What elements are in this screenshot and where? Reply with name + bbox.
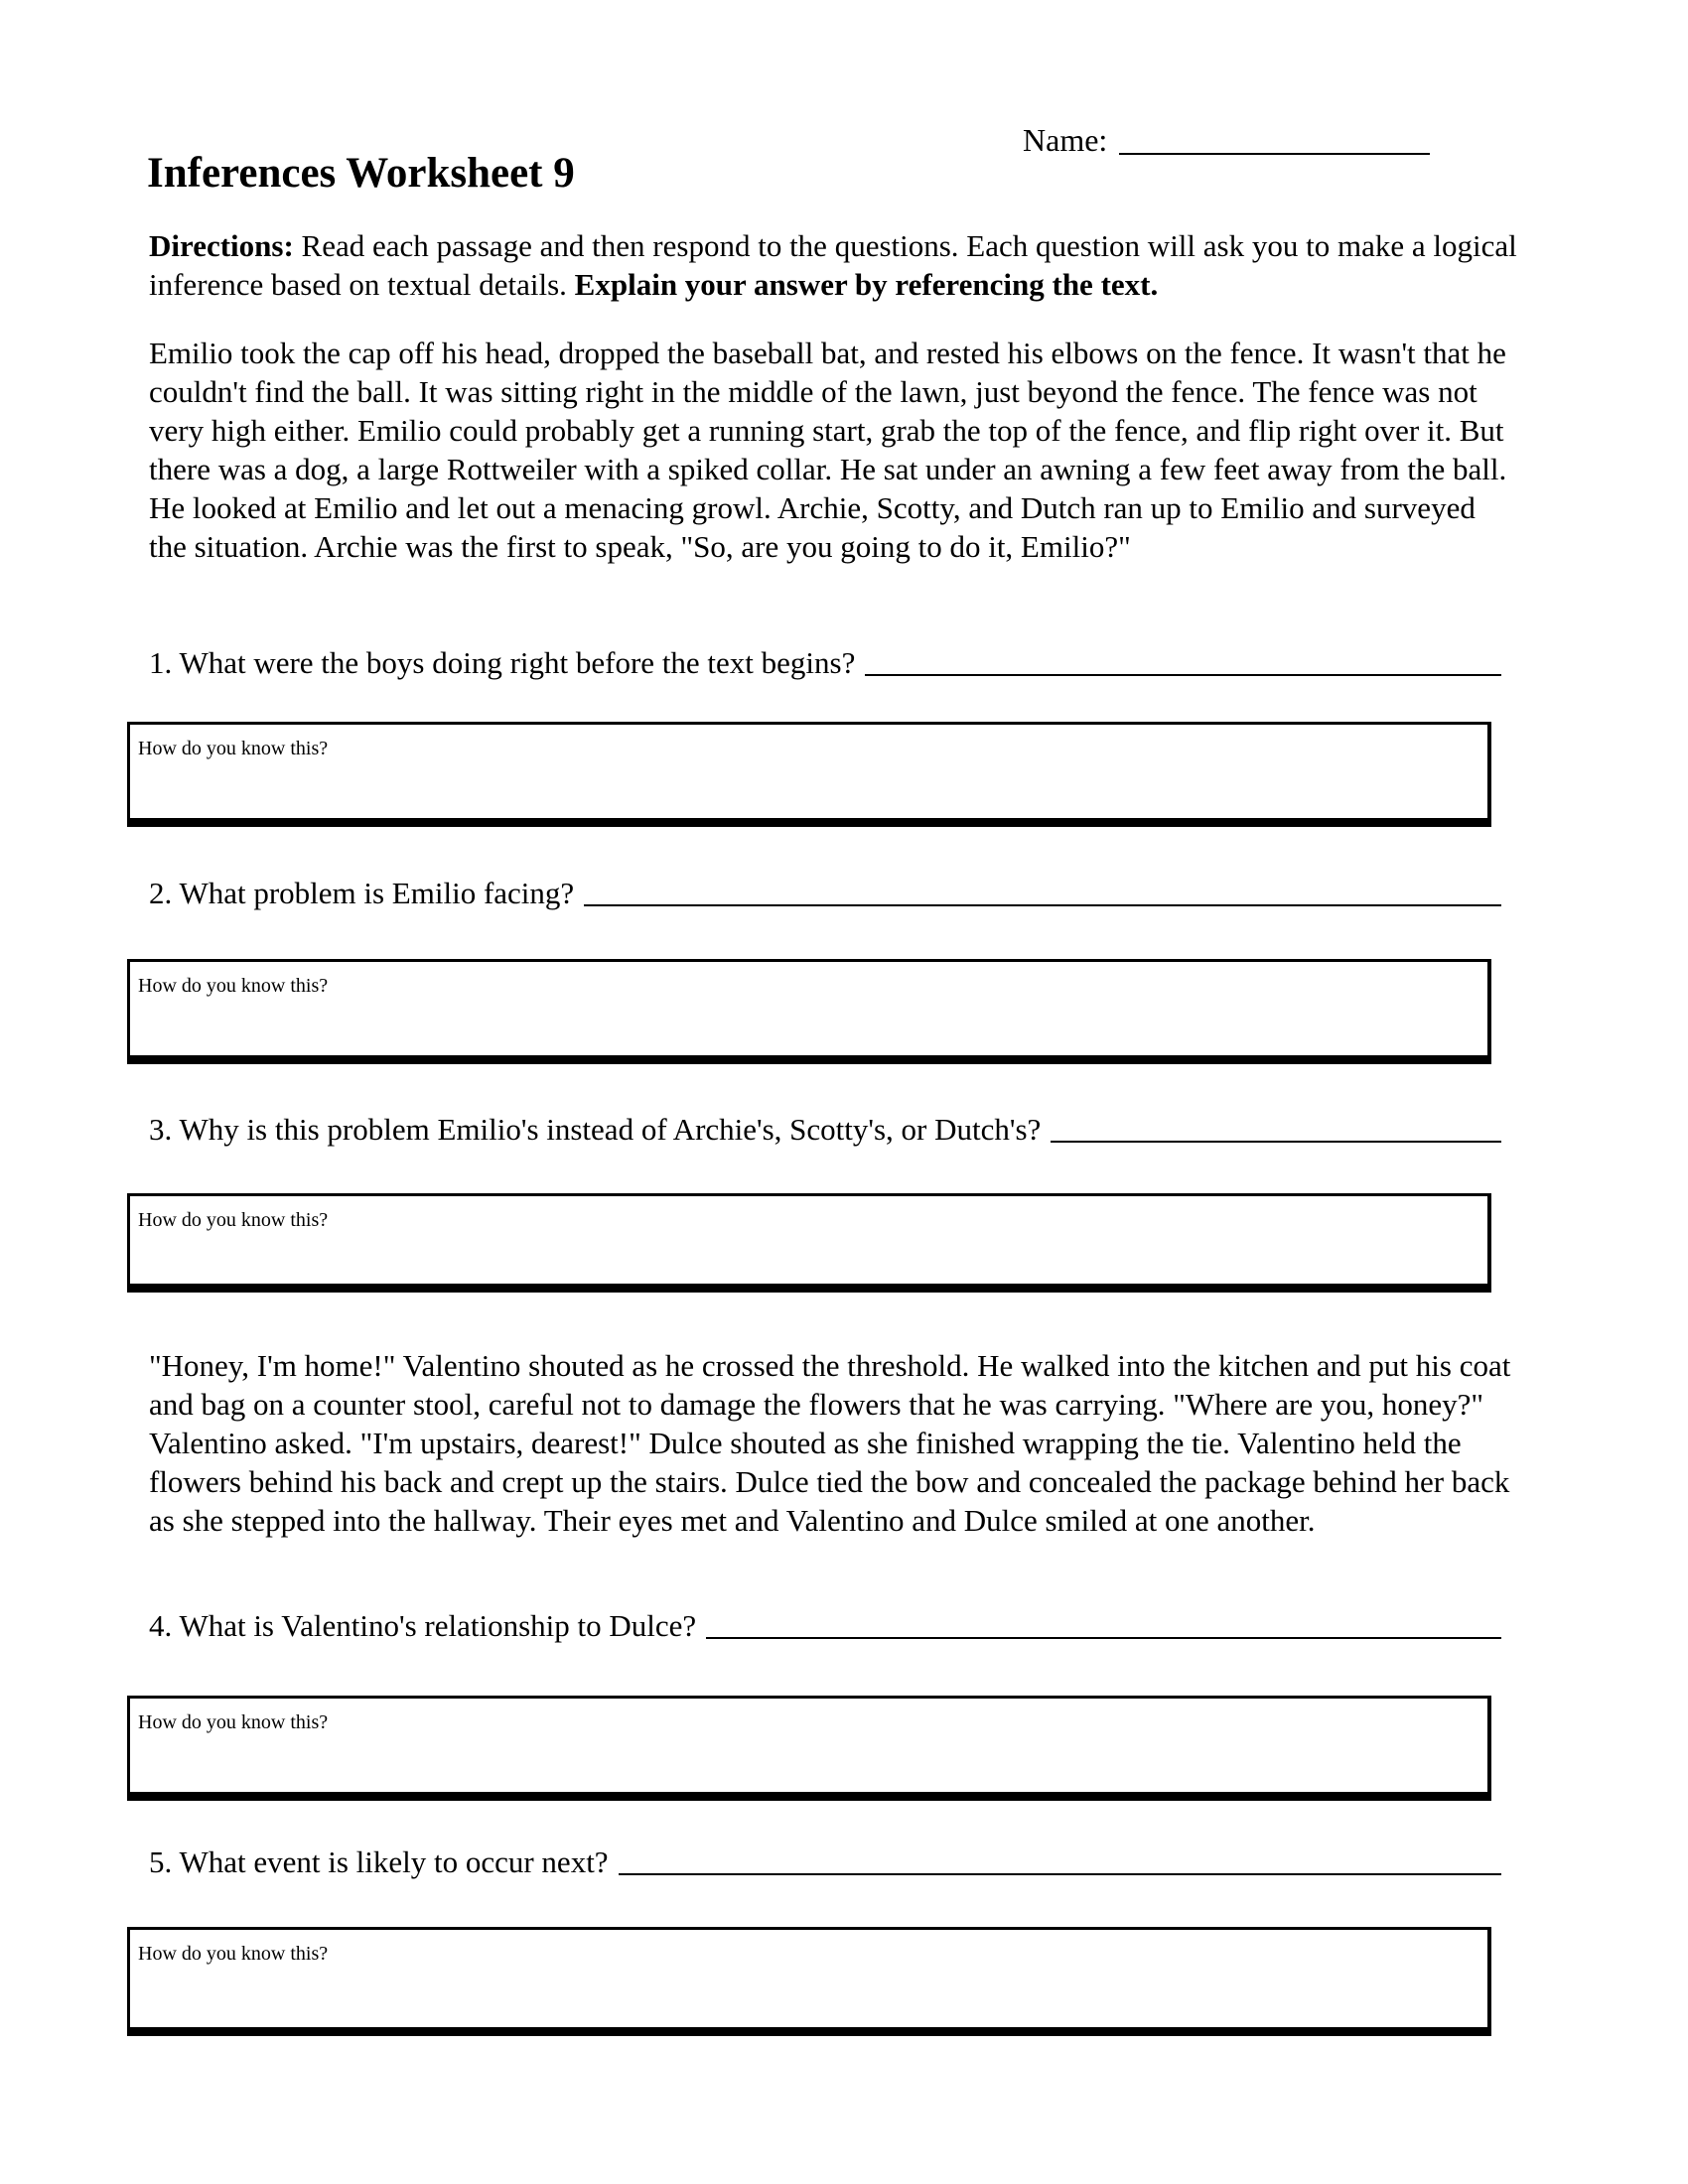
question-1 xyxy=(149,643,1501,682)
question-2-evidence-label: How do you know this? xyxy=(138,975,329,997)
question-5-answer-blank[interactable] xyxy=(619,1873,1501,1875)
question-3 xyxy=(149,1110,1501,1149)
question-1-evidence-box[interactable] xyxy=(127,722,1491,827)
directions xyxy=(149,226,1519,304)
question-4-evidence-label: How do you know this? xyxy=(138,1711,329,1733)
question-2-label: 2. What problem is Emilio facing? xyxy=(149,876,575,910)
question-4 xyxy=(149,1606,1501,1645)
question-3-evidence-label: How do you know this? xyxy=(138,1209,329,1231)
question-5-label: 5. What event is likely to occur next? xyxy=(149,1844,609,1879)
question-4-evidence-box[interactable] xyxy=(127,1696,1491,1801)
question-3-answer-blank[interactable] xyxy=(1051,1141,1501,1143)
name-blank[interactable] xyxy=(1119,153,1430,155)
question-1-answer-blank[interactable] xyxy=(865,674,1501,676)
directions-label: Directions: xyxy=(149,228,294,263)
question-5-evidence-box[interactable] xyxy=(127,1927,1491,2036)
directions-emphasis: Explain your answer by referencing the text. xyxy=(574,267,1159,302)
question-1-evidence-label: How do you know this? xyxy=(138,738,329,759)
question-5 xyxy=(149,1843,1501,1881)
directions-text: Read each passage and then respond to the questions. Each question will ask you to make a logical inference based on textual details. xyxy=(149,228,1517,302)
question-2-answer-blank[interactable] xyxy=(584,904,1501,906)
question-5-evidence-label: How do you know this? xyxy=(138,1943,329,1965)
passage-1: Emilio took the cap off his head, dropped the baseball bat, and rested his elbows on the fence. It wasn't that he couldn't find the ball. It was sitting right in the middle of the lawn, just beyond the fence. The fence was not very high either. Emilio could probably get a running start, grab the top of the fence, and flip right over it. But there was a dog, a large Rottweiler with a spiked collar. He sat under an awning a few feet away from the ball. He looked at Emilio and let out a menacing growl. Archie, Scotty, and Dutch ran up to Emilio and surveyed the situation. Archie was the first to speak, "So, are you going to do it, Emilio?" xyxy=(149,336,1507,564)
question-3-evidence-box[interactable] xyxy=(127,1193,1491,1293)
name-label: Name: xyxy=(1023,122,1108,158)
name-row xyxy=(1023,121,1430,160)
passage-2: "Honey, I'm home!" Valentino shouted as he crossed the threshold. He walked into the kitchen and put his coat and bag on a counter stool, careful not to damage the flowers that he was carrying. "Where are you, honey?" Valentino asked. "I'm upstairs, dearest!" Dulce shouted as she finished wrapping the tie. Valentino held the flowers behind his back and crept up the stairs. Dulce tied the bow and concealed the package behind her back as she stepped into the hallway. Their eyes met and Valentino and Dulce smiled at one another. xyxy=(149,1348,1511,1538)
question-1-label: 1. What were the boys doing right before the text begins? xyxy=(149,645,856,680)
question-2-evidence-box[interactable] xyxy=(127,959,1491,1064)
question-4-label: 4. What is Valentino's relationship to Dulce? xyxy=(149,1608,697,1643)
page-title: Inferences Worksheet 9 xyxy=(147,150,575,197)
question-4-answer-blank[interactable] xyxy=(706,1637,1501,1639)
question-3-label: 3. Why is this problem Emilio's instead of Archie's, Scotty's, or Dutch's? xyxy=(149,1112,1042,1147)
question-2 xyxy=(149,874,1501,912)
